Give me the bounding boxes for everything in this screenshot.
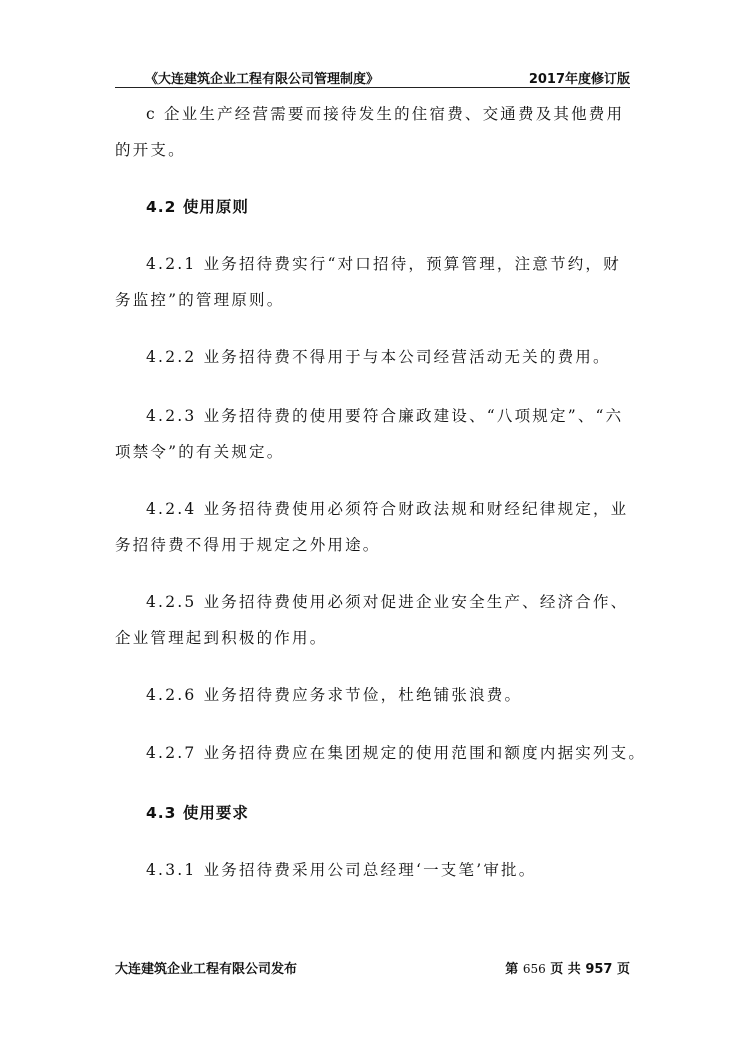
paragraph-4-3-1: 4.3.1 业务招待费采用公司总经理‘一支笔’审批。 <box>146 861 537 879</box>
paragraph-4-2-4-line2: 务招待费不得用于规定之外用途。 <box>115 536 381 554</box>
paragraph-4-2-1-line1: 4.2.1 业务招待费实行“对口招待，预算管理，注意节约，财 <box>146 255 621 273</box>
page-suffix: 页 <box>616 962 630 977</box>
paragraph-c-line2: 的开支。 <box>115 141 186 159</box>
paragraph-c-line1: c 企业生产经营需要而接待发生的住宿费、交通费及其他费用 <box>146 105 625 123</box>
page-prefix: 第 <box>505 962 519 977</box>
paragraph-4-2-7: 4.2.7 业务招待费应在集团规定的使用范围和额度内据实列支。 <box>146 744 647 762</box>
paragraph-4-2-2: 4.2.2 业务招待费不得用于与本公司经营活动无关的费用。 <box>146 348 611 366</box>
section-heading-4-3: 4.3 使用要求 <box>146 804 249 822</box>
paragraph-4-2-1-line2: 务监控”的管理原则。 <box>115 291 285 309</box>
paragraph-4-2-5-line2: 企业管理起到积极的作用。 <box>115 629 328 647</box>
section-heading-4-2: 4.2 使用原则 <box>146 198 249 216</box>
edition-label: 2017年度修订版 <box>528 72 630 87</box>
page-total: 957 <box>585 962 613 977</box>
page-header <box>115 67 630 88</box>
paragraph-4-2-3-line2: 项禁令”的有关规定。 <box>115 443 285 461</box>
page-current: 656 <box>522 962 546 976</box>
paragraph-4-2-4-line1: 4.2.4 业务招待费使用必须符合财政法规和财经纪律规定，业 <box>146 500 629 518</box>
publisher-label: 大连建筑企业工程有限公司发布 <box>115 962 298 977</box>
paragraph-4-2-6: 4.2.6 业务招待费应务求节俭，杜绝铺张浪费。 <box>146 686 523 704</box>
paragraph-4-2-3-line1: 4.2.3 业务招待费的使用要符合廉政建设、“八项规定”、“六 <box>146 407 624 425</box>
paragraph-4-2-5-line1: 4.2.5 业务招待费使用必须对促进企业安全生产、经济合作、 <box>146 593 629 611</box>
page-middle: 页 共 <box>550 962 581 977</box>
document-title: 《大连建筑企业工程有限公司管理制度》 <box>145 72 380 87</box>
page-number <box>505 958 630 977</box>
